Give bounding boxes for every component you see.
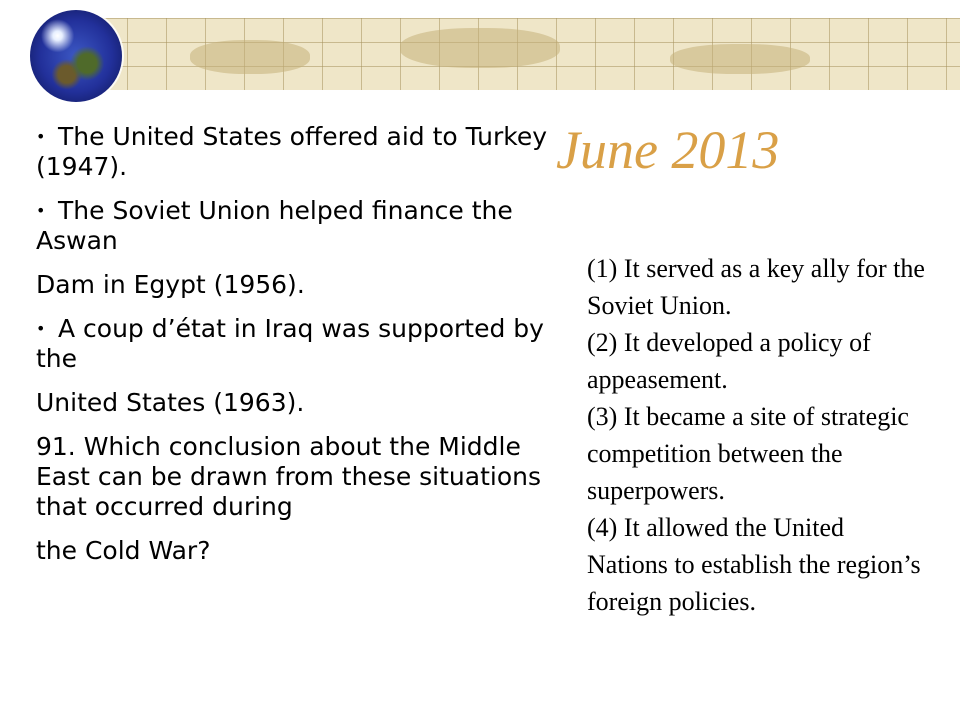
- situation-text: The Soviet Union helped finance the Aswan: [36, 196, 513, 255]
- situation-item: [36, 122, 564, 182]
- globe-icon: [30, 10, 122, 102]
- question-text: 91. Which conclusion about the Middle East can be drawn from these situations that occurred during: [36, 432, 542, 521]
- situation-text: The United States offered aid to Turkey (1947).: [36, 122, 547, 181]
- situation-item: [36, 388, 564, 418]
- map-landmass: [670, 44, 810, 74]
- answer-option: (1) It served as a key ally for the Soviet Union.: [587, 254, 925, 320]
- situation-item: [36, 196, 564, 256]
- answer-option: (2) It developed a policy of appeasement.: [587, 328, 871, 394]
- situation-text: United States (1963).: [36, 388, 305, 417]
- answer-option: (3) It became a site of strategic competition between the superpowers.: [587, 402, 909, 505]
- bullet-icon: •: [36, 319, 46, 338]
- bullet-icon: •: [36, 127, 46, 146]
- map-landmass: [190, 40, 310, 74]
- situation-text: A coup d’état in Iraq was supported by the: [36, 314, 544, 373]
- situations-list: [36, 122, 564, 580]
- header-map-band: [70, 18, 960, 90]
- bullet-icon: •: [36, 201, 46, 220]
- slide-title: June 2013: [556, 120, 780, 180]
- map-landmass: [400, 28, 560, 68]
- answer-options: [587, 250, 927, 620]
- situation-text: Dam in Egypt (1956).: [36, 270, 305, 299]
- answer-option: (4) It allowed the United Nations to establish the region’s foreign policies.: [587, 513, 921, 616]
- question-text: the Cold War?: [36, 536, 211, 565]
- situation-item: [36, 270, 564, 300]
- situation-item: [36, 314, 564, 374]
